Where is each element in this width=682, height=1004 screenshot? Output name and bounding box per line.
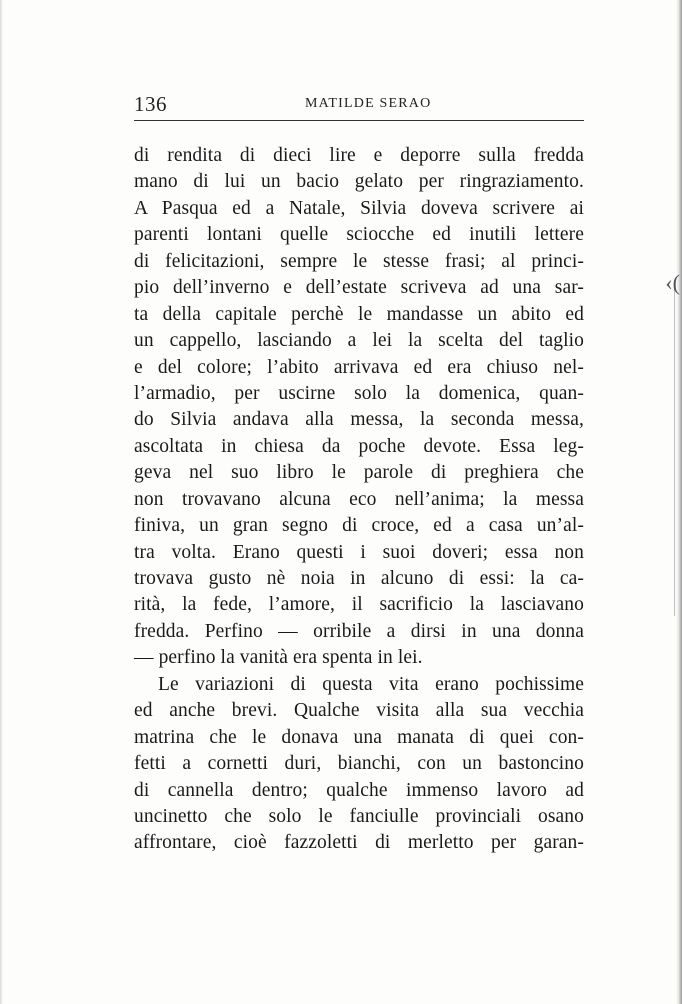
text-line: pio dell’inverno e dell’estate scriveva ad una sar- [134,277,584,299]
text-line: ed anche brevi. Qualche visita alla sua vecchia [134,700,584,722]
text-line: di rendita di dieci lire e deporre sulla fredda [134,145,584,166]
text-line: un cappello, lasciando a lei la scelta del taglio [134,330,584,352]
text-line: ta della capitale perchè le mandasse un abito ed [134,303,584,325]
text-line: matrina che le donava una manata di quei con- [134,726,584,748]
text-line: trovava gusto nè noia in alcuno di essi: la ca- [134,568,584,589]
running-head [134,92,584,118]
text-line: non trovavano alcuna eco nell’anima; la messa [134,488,584,510]
paragraph-end-line: — perfino la vanità era spenta in lei. [134,647,423,669]
text-line: do Silvia andava alla messa, la seconda messa, [134,409,584,431]
text-line: fredda. Perfino — orribile a dirsi in una donna [134,620,584,642]
text-line: di felicitazioni, sempre le stesse frasi; al princi- [134,250,584,272]
text-line: di cannella dentro; qualche immenso lavoro ad [134,779,584,801]
text-line: ascoltata in chiesa da poche devote. Essa leg- [134,435,584,457]
running-head-author: MATILDE SERAO [305,96,432,111]
text-line: geva nel suo libro le parole di preghiera che [134,462,584,484]
text-line: mano di lui un bacio gelato per ringraziamento. [134,171,584,193]
page-number: 136 [134,92,167,116]
body-text [134,143,584,857]
text-line: tra volta. Erano questi i suoi doveri; essa non [134,541,584,563]
scan-edge-left [0,0,3,1004]
text-line: e del colore; l’abito arrivava ed era chiuso nel- [134,356,584,378]
text-line: finiva, un gran segno di croce, ed a casa un’al- [134,515,584,537]
text-line: fetti a cornetti duri, bianchi, con un bastoncino [134,753,584,775]
text-line: rità, la fede, l’amore, il sacrificio la lasciavano [134,594,584,616]
text-line: affrontare, cioè fazzoletti di merletto per garan- [134,832,584,854]
text-line: uncinetto che solo le fanciulle provinciali osano [134,805,584,827]
text-line: A Pasqua ed a Natale, Silvia doveva scrivere ai [134,197,584,219]
text-line: parenti lontani quelle sciocche ed inutili lettere [134,224,584,246]
scan-edge-mark [674,286,679,616]
header-rule [134,120,584,121]
paragraph-start-line: Le variazioni di questa vita erano pochissime [158,673,584,695]
margin-bleed-glyph: ‹( [665,270,680,295]
text-line: l’armadio, per uscirne solo la domenica, quan- [134,382,584,404]
